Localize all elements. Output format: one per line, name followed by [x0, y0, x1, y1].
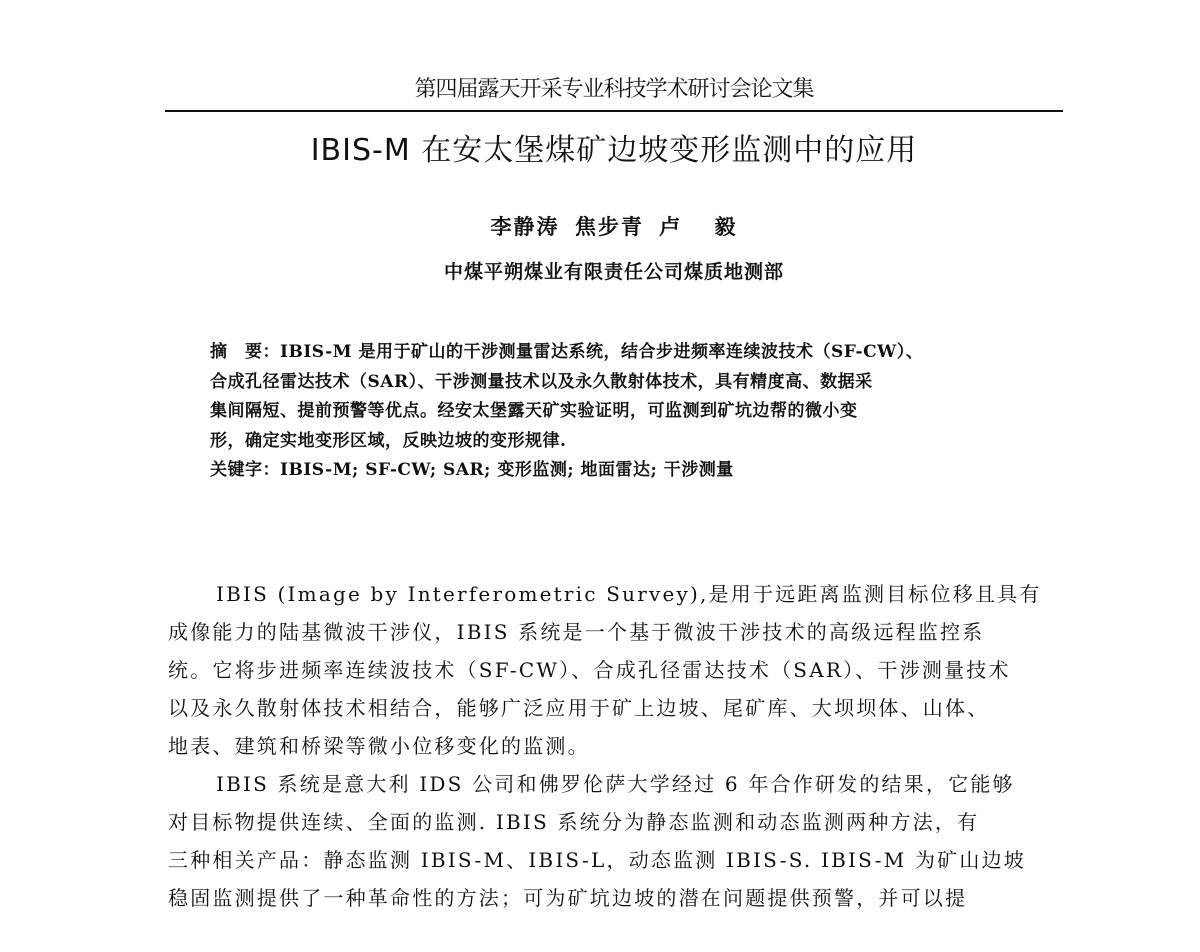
body-line: 地表、建筑和桥梁等微小位移变化的监测。 [168, 734, 590, 758]
paper-title: IBIS-M 在安太堡煤矿边坡变形监测中的应用 [310, 133, 918, 168]
paragraph [168, 765, 1058, 917]
body-text [168, 575, 1058, 917]
keywords-label: 关键字： [210, 460, 280, 480]
author-list [165, 212, 1063, 242]
body-line: 对目标物提供连续、全面的监测. IBIS 系统分为静态监测和动态监测两种方法，有 [168, 810, 980, 834]
body-line: 稳固监测提供了一种革命性的方法；可为矿坑边坡的潜在问题提供预警，并可以提 [168, 886, 968, 910]
abstract-line: 集间隔短、提前预警等优点。经安太堡露天矿实验证明，可监测到矿坑边帮的微小变 [210, 401, 858, 421]
paragraph [168, 575, 1058, 765]
body-line: 以及永久散射体技术相结合，能够广泛应用于矿上边坡、尾矿库、大坝坝体、山体、 [168, 696, 990, 720]
author: 李静涛 [490, 214, 560, 239]
keywords-text: IBIS-M; SF-CW; SAR; 变形监测; 地面雷达; 干涉测量 [280, 460, 734, 480]
author: 焦步青 [574, 214, 644, 239]
author: 毅 [714, 214, 738, 239]
affiliation: 中煤平朔煤业有限责任公司煤质地测部 [443, 261, 784, 283]
body-line: 三种相关产品：静态监测 IBIS-M、IBIS-L，动态监测 IBIS-S. IBIS-M 为矿山边坡 [168, 848, 1026, 872]
body-line: 统。它将步进频率连续波技术（SF-CW）、合成孔径雷达技术（SAR）、干涉测量技术 [168, 658, 1011, 682]
abstract-line: 形，确定实地变形区域，反映边坡的变形规律. [210, 430, 567, 451]
abstract-line: 合成孔径雷达技术（SAR）、干涉测量技术以及永久散射体技术，具有精度高、数据采 [210, 371, 873, 392]
keywords-line [210, 456, 1030, 486]
body-line: IBIS 系统是意大利 IDS 公司和佛罗伦萨大学经过 6 年合作研发的结果，它能够 [216, 772, 1015, 796]
running-header: 第四届露天开采专业科技学术研讨会论文集 [414, 77, 814, 102]
body-line: 成像能力的陆基微波干涉仪，IBIS 系统是一个基于微波干涉技术的高级远程监控系 [168, 620, 985, 644]
abstract-label: 摘 要： [210, 342, 280, 362]
abstract-line: 摘 要：IBIS-M 是用于矿山的干涉测量雷达系统，结合步进频率连续波技术（SF-CW）、 [210, 342, 924, 362]
author: 卢 [659, 214, 683, 239]
header-rule [165, 110, 1063, 112]
abstract-block [210, 338, 1030, 486]
body-line: IBIS (Image by Interferometric Survey),是用于远距离监测目标位移且具有 [216, 582, 1042, 606]
